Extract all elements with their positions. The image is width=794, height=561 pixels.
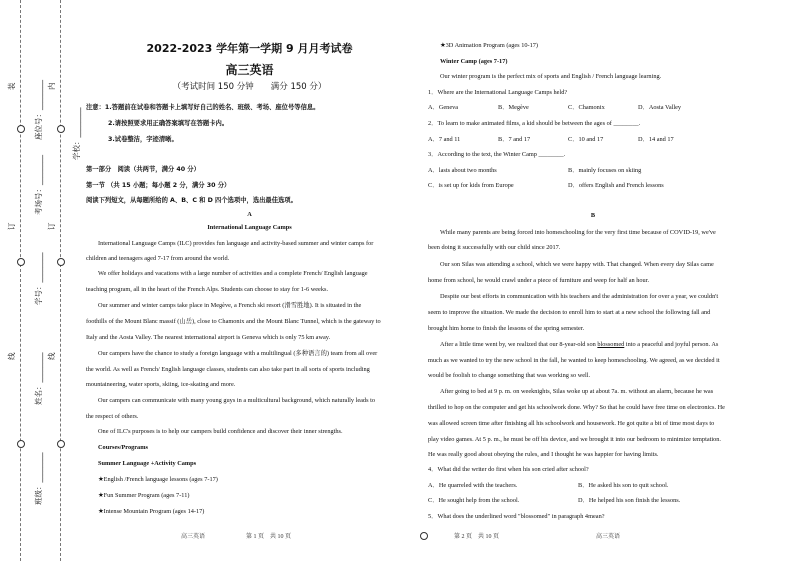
passage-b-line: Our son Silas was attending a school, which we were happy with. That changed. When every day Silas came [440, 261, 714, 268]
class-field[interactable]: 班级：________ [34, 452, 43, 505]
program-item: ★Fun Summer Program (ages 7-11) [98, 492, 190, 499]
student-id-field[interactable]: 学号：________ [34, 252, 43, 305]
passage-b-line: been doing it successfully with our child since 2017. [428, 244, 561, 251]
binding-hole [17, 125, 25, 133]
option-a[interactable]: A．lasts about two months [428, 167, 497, 174]
passage-a-letter: A [247, 211, 252, 218]
question-stem: 3．According to the text, the Winter Camp ________. [428, 151, 566, 158]
footer-right-page: 第 2 页 共 10 页 [454, 534, 500, 540]
footer-left-subject: 高三英语 [181, 534, 206, 540]
binding-hole [57, 440, 65, 448]
note-3: 3.试卷整洁，字迹清晰。 [108, 136, 178, 143]
option-d[interactable]: D．14 and 17 [638, 136, 674, 143]
passage-b-line: home from school, he would crawl under a piece of furniture and weep for half an hour. [428, 277, 650, 284]
passage-a-line: International Language Camps (ILC) provides fun language and activity-based summer and winter camps for [98, 240, 374, 247]
passage-a-title: International Language Camps [207, 224, 292, 231]
option-b[interactable]: B．He asked his son to quit school. [578, 482, 669, 489]
binding-hole [57, 258, 65, 266]
passage-a-line: the world. As well as French/ English language classes, students can also take part in all sorts of sports including [86, 366, 370, 373]
option-b[interactable]: B．mainly focuses on skiing [568, 167, 642, 174]
option-b[interactable]: B．7 and 17 [498, 136, 531, 143]
option-d[interactable]: D．offers English and French lessons [568, 182, 664, 189]
passage-b-line: After going to bed at 9 p. m. on weeknights, Silas woke up at about 7a. m. without an alarm, because he was [440, 388, 714, 395]
line-mark: 线 [7, 352, 16, 360]
exam-subject: 高三英语 [225, 63, 274, 77]
outer-mark: 装 [7, 82, 16, 90]
winter-heading: Winter Camp (ages 7-17) [440, 58, 508, 65]
exam-title: 2022-2023 学年第一学期 9 月月考试卷 [146, 42, 353, 55]
exam-time-score: （考试时间 150 分钟 满分 150 分） [172, 82, 327, 92]
passage-b-line: was allowed screen time after finishing all his schoolwork and housework. He got quite a bit of time most days to [428, 420, 715, 427]
order-mark-inner: 订 [47, 222, 56, 230]
passage-a-line: Our campers have the chance to study a foreign language with a multilingual (多种语言的) team from all over [98, 350, 378, 357]
question-stem: 1．Where are the International Language Camps held? [428, 89, 568, 96]
option-c[interactable]: C．He sought help from the school. [428, 497, 520, 504]
outer-cut-line [20, 0, 21, 561]
option-c[interactable]: C．Chamonix [568, 104, 605, 111]
page-left [86, 0, 413, 561]
question-stem: 4．What did the writer do first when his son cried after school? [428, 466, 589, 473]
program-item: ★3D Animation Program (ages 10-17) [440, 42, 538, 49]
section-instruction: 阅读下列短文，从每题所给的 A、B、C 和 D 四个选项中，选出最佳选项。 [86, 197, 297, 204]
option-b[interactable]: B．Megève [498, 104, 529, 111]
page-gutter-hole [420, 532, 428, 540]
name-field[interactable]: 姓名：________ [34, 352, 43, 405]
passage-b-line: After a little time went by, we realized that our 8-year-old son blossomed into a peaceful and joyful person. As [440, 341, 719, 348]
option-a[interactable]: A．He quarreled with the teachers. [428, 482, 518, 489]
passage-a-line: children and teenagers aged 7-17 from around the world. [86, 255, 230, 262]
option-d[interactable]: D．Aosta Valley [638, 104, 682, 111]
line-mark-inner: 线 [47, 352, 56, 360]
option-a[interactable]: A．7 and 11 [428, 136, 461, 143]
summer-heading: Summer Language +Activity Camps [98, 460, 197, 467]
note-1: 注意：1.答题前在试卷和答题卡上填写好自己的姓名、班级、考场、座位号等信息。 [86, 104, 320, 111]
passage-a-line: the respect of others. [86, 413, 139, 420]
passage-b-line: Despite our best efforts in communication with his teachers and the administration for over a year, we couldn't [440, 293, 719, 300]
program-item: ★Intense Mountain Program (ages 14-17) [98, 508, 205, 515]
passage-b-line: would be foolish to change something that was working so well. [428, 372, 591, 379]
page-right [428, 0, 758, 561]
passage-a-line: One of ILC's purposes is to help our campers build confidence and discover their inner strengths. [98, 428, 343, 435]
note-2: 2.请按照要求用正确答案填写在答题卡内。 [108, 120, 229, 127]
passage-a-line: teaching program, all in the heart of the French Alps. Students can choose to stay for 1-6 weeks. [86, 286, 329, 293]
passage-a-line: mountaineering, water sports, skiing, ice-skating and more. [86, 381, 236, 388]
program-item: ★English /French language lessons (ages 7-17) [98, 476, 218, 483]
section-part: 第一部分 阅读（共两节，满分 40 分） [86, 166, 200, 173]
winter-text: Our winter program is the perfect mix of sports and English / French language learning. [440, 73, 662, 80]
footer-right-subject: 高三英语 [596, 534, 621, 540]
passage-a-line: foothills of the Mount Blanc massif (山岳), close to Chamonix and the Mount Blanc Tunnel, which is the gateway to [86, 318, 381, 325]
order-mark: 订 [7, 222, 16, 230]
passage-b-letter: B [590, 212, 596, 219]
passage-b-line: much as we wanted to try the new school in the fall, he wanted to keep homeschooling. We agreed, as we decided it [428, 357, 720, 364]
passage-a-line: Our campers can communicate with many young guys in a multicultural background, which naturally leads to [98, 397, 375, 404]
binding-hole [17, 258, 25, 266]
option-d[interactable]: D．He helped his son finish the lessons. [578, 497, 681, 504]
underlined-word: blossomed [597, 341, 625, 348]
binding-hole [57, 125, 65, 133]
passage-b-line: He was really good about obeying the rules, and I thought he was happier for having limits. [428, 451, 659, 458]
courses-heading: Courses/Programs [98, 444, 148, 451]
inner-cut-line [60, 0, 61, 561]
passage-b-line: thrilled to hop on the computer and get his schoolwork done. Why? So that he could have free time on electronics. He [428, 404, 725, 411]
passage-a-line: Our summer and winter camps take place in Megève, a French ski resort (滑雪胜地). It is situated in the [98, 302, 362, 309]
binding-margin [0, 0, 84, 561]
passage-a-line: Italy and the Aosta Valley. The nearest international airport is Geneva which is only 75 km away. [86, 334, 331, 341]
seat-field[interactable]: 座位号：________ [34, 80, 43, 140]
exam-no-field[interactable]: 考场号：________ [34, 155, 43, 215]
question-stem: 2．To learn to make animated films, a kid should be between the ages of ________. [428, 120, 641, 127]
passage-b-line: While many parents are being forced into homeschooling for the very first time because of COVID-19, we've [440, 229, 716, 236]
footer-left-page: 第 1 页 共 10 页 [246, 534, 292, 540]
school-field[interactable]: 学校：________ [72, 107, 81, 160]
section-sub: 第一节 （共 15 小题；每小题 2 分，满分 30 分） [86, 182, 231, 189]
passage-a-line: We offer holidays and vacations with a large number of activities and a complete French/ English language [98, 270, 368, 277]
inner-mark: 内 [47, 82, 56, 90]
passage-b-line: brought him home to finish the lessons of the spring semester. [428, 325, 585, 332]
option-a[interactable]: A．Geneva [428, 104, 459, 111]
option-c[interactable]: C．is set up for kids from Europe [428, 182, 514, 189]
passage-b-line: play video games. At 5 p. m., he must be off his device, and we brought it into our bedroom to minimize temptation. [428, 436, 721, 443]
question-stem: 5．What does the underlined word "blossomed" in paragraph 4mean? [428, 513, 605, 520]
binding-hole [17, 440, 25, 448]
passage-b-line: seem to improve the situation. We made the decision to enroll him to start at a new school the following fall and [428, 309, 711, 316]
option-c[interactable]: C．10 and 17 [568, 136, 604, 143]
